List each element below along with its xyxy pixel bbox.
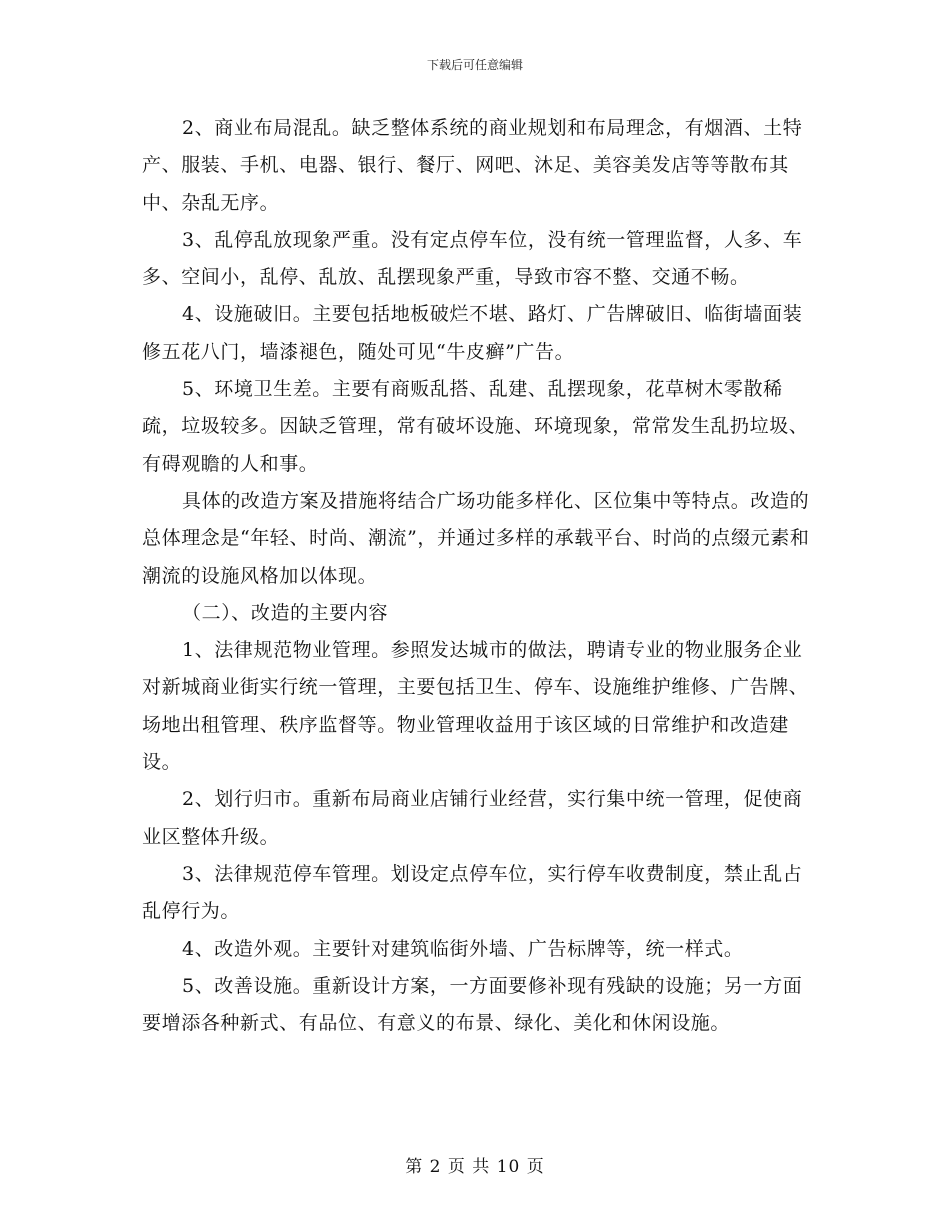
section-heading-main-content: （二）、改造的主要内容 bbox=[182, 601, 389, 624]
paragraph-zoning: 2、划行归市。重新布局商业店铺行业经营，实行集中统一管理，促使商业区整体升级。 bbox=[142, 788, 803, 848]
page-header: 下载后可任意编辑 bbox=[426, 58, 523, 72]
paragraph-property-management: 1、法律规范物业管理。参照发达城市的做法，聘请专业的物业服务企业对新城商业街实行统一管理，主要包括卫生、停车、设施维护维修、广告牌、场地出租管理、秩序监督等。物业管理收益用于该区域的日常维护和改造建设。 bbox=[142, 639, 809, 774]
paragraph-business-layout: 2、商业布局混乱。缺乏整体系统的商业规划和布局理念，有烟酒、土特产、服装、手机、电器、银行、餐厅、网吧、沐足、美容美发店等等散布其中、杂乱无序。 bbox=[142, 117, 803, 214]
document-body bbox=[142, 110, 810, 1042]
paragraph-renovation-concept: 具体的改造方案及措施将结合广场功能多样化、区位集中等特点。改造的总体理念是“年轻、时尚、潮流”，并通过多样的承载平台、时尚的点缀元素和潮流的设施风格加以体现。 bbox=[142, 489, 810, 587]
paragraph-parking-chaos: 3、乱停乱放现象严重。没有定点停车位，没有统一管理监督，人多、车多、空间小，乱停、乱放、乱摆现象严重，导致市容不整、交通不畅。 bbox=[142, 228, 803, 289]
paragraph-parking-management: 3、法律规范停车管理。划设定点停车位，实行停车收费制度，禁止乱占乱停行为。 bbox=[142, 862, 803, 923]
paragraph-sanitation: 5、环境卫生差。主要有商贩乱搭、乱建、乱摆现象，花草树木零散稀疏，垃圾较多。因缺乏管理，常有破坏设施、环境现象，常常发生乱扔垃圾、有碍观瞻的人和事。 bbox=[142, 378, 809, 475]
paragraph-old-facilities: 4、设施破旧。主要包括地板破烂不堪、路灯、广告牌破旧、临街墙面装修五花八门，墙漆褪色，随处可见“牛皮癣”广告。 bbox=[142, 303, 803, 363]
paragraph-exterior: 4、改造外观。主要针对建筑临街外墙、广告标牌等，统一样式。 bbox=[182, 937, 744, 960]
page-number-footer: 第 2 页 共 10 页 bbox=[405, 1157, 545, 1177]
paragraph-facilities-improvement: 5、改善设施。重新设计方案，一方面要修补现有残缺的设施；另一方面要增添各种新式、有品位、有意义的布景、绿化、美化和休闲设施。 bbox=[142, 974, 803, 1035]
